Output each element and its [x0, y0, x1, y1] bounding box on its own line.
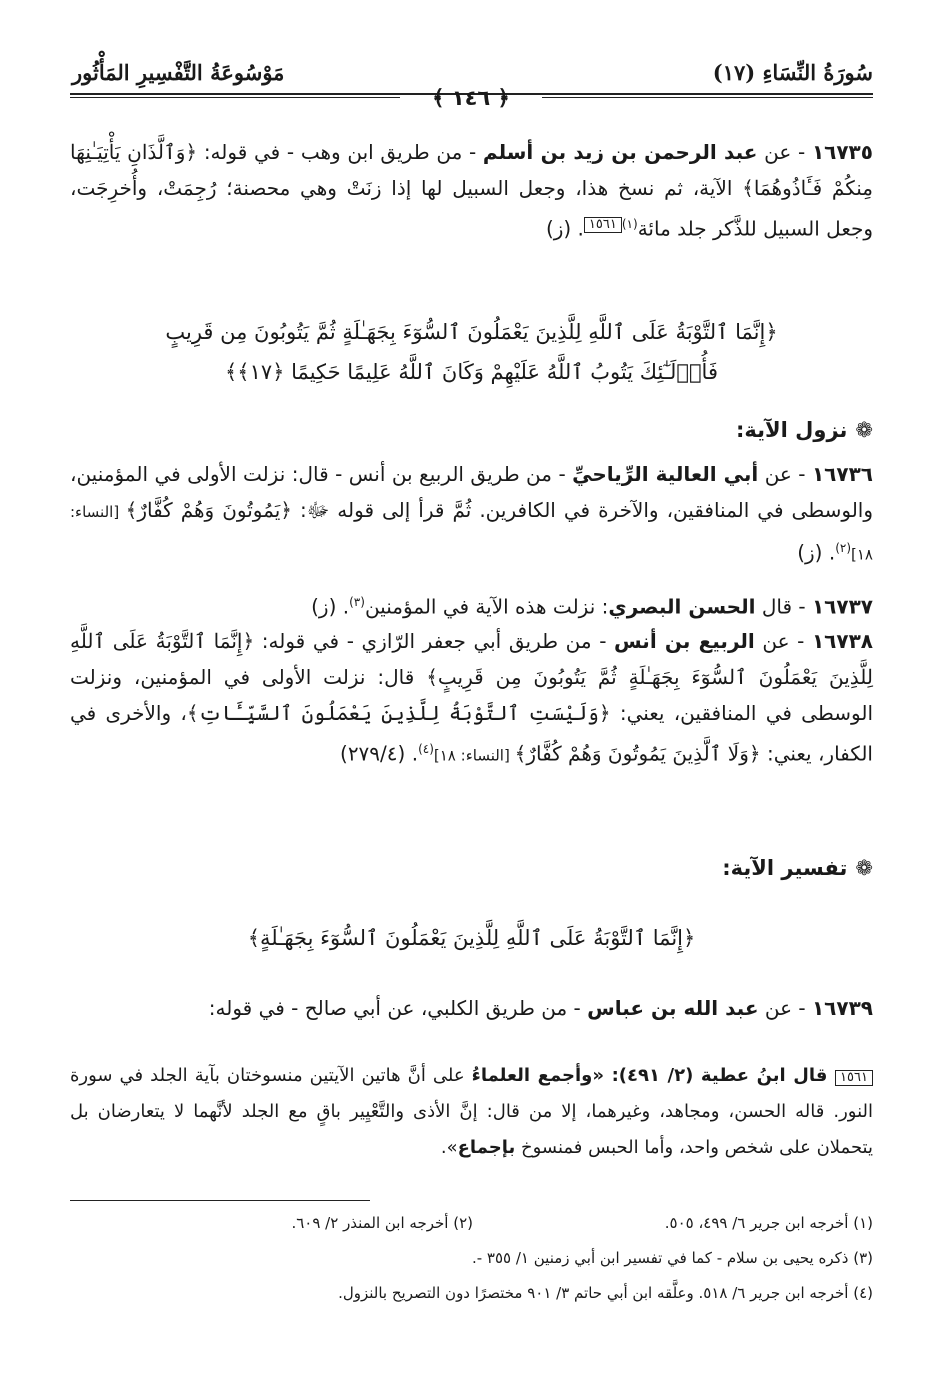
footnote-4: (٤) أخرجه ابن جرير ٦/ ٥١٨. وعلَّقه ابن أبي حاتم ٣/ ٩٠١ مختصرًا دون التصريح بالنزول. [338, 1284, 873, 1302]
quran-quote: ﴿وَلَيْسَتِ ٱلتَّوْبَةُ لِلَّذِينَ يَعْمَلُونَ ٱلسَّيِّـَٔاتِ﴾ [186, 701, 611, 725]
narration-number: ١٦٧٣٥ [811, 140, 873, 164]
footnote-separator [70, 1200, 370, 1201]
footnote-marker: (١) [621, 217, 638, 231]
book-title: مَوْسُوعَةُ التَّفْسِيرِ المَأْثُور [72, 60, 285, 85]
commentary-note-1561 [70, 1058, 873, 1166]
verse-block [70, 312, 873, 392]
footnote-marker: (٢) [835, 541, 852, 555]
verse-line-1: ﴿إِنَّمَا ٱلتَّوْبَةُ عَلَى ٱللَّهِ لِلَّذِينَ يَعْمَلُونَ ٱلسُّوٓءَ بِجَهَـٰلَةٍ ثُمَّ يَتُوبُونَ مِن قَرِيبٍ [165, 320, 778, 344]
narration-text: ، والأخرى في الكفار، يعني: [70, 701, 873, 766]
note-emphasis: بإجماع [457, 1137, 516, 1158]
narration-text: - من طريق ابن وهب - في قوله: [197, 140, 483, 164]
header-rule-left [70, 97, 400, 98]
narration-text: الآية، ثم نسخ هذا، وجعل السبيل لها إذا زنَتْ وهي محصنة؛ رُجِمَتْ، وأُخرِجَت، وجعل السبيل للذَّكر جلد مائة [70, 176, 873, 241]
surah-reference: [النساء: ١٨] [433, 746, 515, 765]
narrator-name: عبد الله بن عباس [587, 996, 759, 1020]
verse-line-2: فَأُو۟لَـٰٓئِكَ يَتُوبُ ٱللَّهُ عَلَيْهِمْ وَكَانَ ٱللَّهُ عَلِيمًا حَكِيمًا ﴿١٧﴾﴾ [225, 360, 718, 384]
narration-number: ١٦٧٣٩ [811, 996, 873, 1020]
page-number: ﴿ ١٤٦ ﴾ [432, 86, 510, 110]
footnote-1: (١) أخرجه ابن جرير ٦/ ٤٩٩، ٥٠٥. [664, 1214, 873, 1232]
note-reference-box: ١٥٦١ [835, 1070, 873, 1086]
quran-quote: ﴿وَٱلَّذَانِ يَأْتِيَـٰنِهَا مِنكُمْ فَـَٔاذُوهُمَا﴾ [70, 140, 874, 200]
narration-16738 [70, 623, 873, 774]
narration-text: - من طريق الكلبي، عن أبي صالح - في قوله: [208, 996, 588, 1020]
note-emphasis: وأجمع العلماءُ [471, 1065, 593, 1086]
footnote-marker: (٤) [418, 742, 434, 756]
narrator-name: عبد الرحمن بن زيد بن أسلم [482, 140, 758, 164]
note-lead: قال ابنُ عطية (٢/ ٤٩١): « [592, 1065, 836, 1086]
narration-end: . (٢٧٩/٤) [340, 741, 419, 766]
narration-number: ١٦٧٣٦ [811, 462, 873, 486]
quran-quote: ﴿وَلَا ٱلَّذِينَ يَمُوتُونَ وَهُمْ كُفَّارٌ﴾ [514, 741, 761, 766]
quran-quote: ﴿يَمُوتُونَ وَهُمْ كُفَّارٌ﴾ [125, 498, 292, 522]
section-heading-revelation [736, 418, 873, 442]
verse-block-2 [70, 918, 873, 958]
narration-end: . (ز) [311, 594, 350, 619]
flower-icon: ❁ [855, 856, 873, 880]
narration-text: : نزلت هذه الآية في المؤمنين [364, 594, 609, 619]
footnote-3: (٣) ذكره يحيى بن سلام - كما في تفسير ابن أبي زمنين ١/ ٣٥٥ -. [471, 1249, 873, 1267]
narration-number: ١٦٧٣٨ [811, 629, 873, 653]
note-reference-box: ١٥٦١ [584, 217, 622, 233]
footnote-marker: (٣) [349, 595, 365, 609]
narration-text: - عن [757, 140, 812, 164]
narration-16735 [70, 134, 873, 247]
narration-16736 [70, 456, 873, 573]
surah-title: سُورَةُ النِّسَاءِ (١٧) [712, 60, 873, 85]
narration-number: ١٦٧٣٧ [811, 594, 873, 619]
narrator-name: الربيع بن أنس [614, 629, 755, 653]
header-rule-right [542, 97, 873, 98]
note-end: ». [440, 1137, 458, 1158]
surah-reference: [النساء: ١٨] [70, 503, 873, 564]
narration-text: - عن [758, 996, 812, 1020]
narration-text: - من طريق الربيع بن أنس - قال: نزلت الأولى في المؤمنين، والوسطى في المنافقين، والآخرة في الكافرين. ثُمَّ قرأ إلى قوله ﷻ: [70, 462, 874, 522]
narrator-name: الحسن البصري [608, 594, 756, 619]
quran-quote: ﴿إِنَّمَا ٱلتَّوْبَةُ عَلَى ٱللَّهِ لِلَّذِينَ يَعْمَلُونَ ٱلسُّوٓءَ بِجَهَـٰلَةٍ ثُمَّ يَتُوبُونَ مِن قَرِيبٍ﴾ [70, 629, 873, 689]
narration-text: - عن [754, 629, 812, 653]
heading-text: نزول الآية: [736, 418, 848, 442]
heading-text: تفسير الآية: [722, 856, 848, 880]
section-heading-tafsir [722, 856, 873, 880]
verse-line: ﴿إِنَّمَا ٱلتَّوْبَةُ عَلَى ٱللَّهِ لِلَّذِينَ يَعْمَلُونَ ٱلسُّوٓءَ بِجَهَـٰلَةٍ﴾ [247, 926, 696, 950]
narration-text: قال: نزلت الأولى في المؤمنين، ونزلت الوسطى في المنافقين، يعني: [70, 665, 874, 725]
footnote-2: (٢) أخرجه ابن المنذر ٢/ ٦٠٩. [291, 1214, 473, 1232]
narration-end: . (ز) [797, 540, 836, 565]
narration-16737 [70, 584, 873, 625]
flower-icon: ❁ [855, 418, 873, 442]
narration-end: . (ز) [545, 216, 584, 241]
note-text: على أنَّ هاتين الآيتين منسوختان بآية الجلد في سورة النور. قاله الحسن، ومجاهد، وغيرهما، إلا من قال: إنَّ الأذى والتَّعْيِير باقٍ مع الجلد لأنَّهما لا يتعارضان بل يتحملان على شخص واحد، وأما الحبس فمنسوخ [70, 1065, 873, 1158]
narration-text: - من طريق أبي جعفر الرّازي - في قوله: [254, 629, 615, 653]
narration-text: - عن [758, 462, 812, 486]
narration-16739 [70, 990, 873, 1026]
narration-text: - قال [755, 594, 812, 619]
narrator-name: أبي العالية الرِّياحيِّ [572, 462, 759, 486]
